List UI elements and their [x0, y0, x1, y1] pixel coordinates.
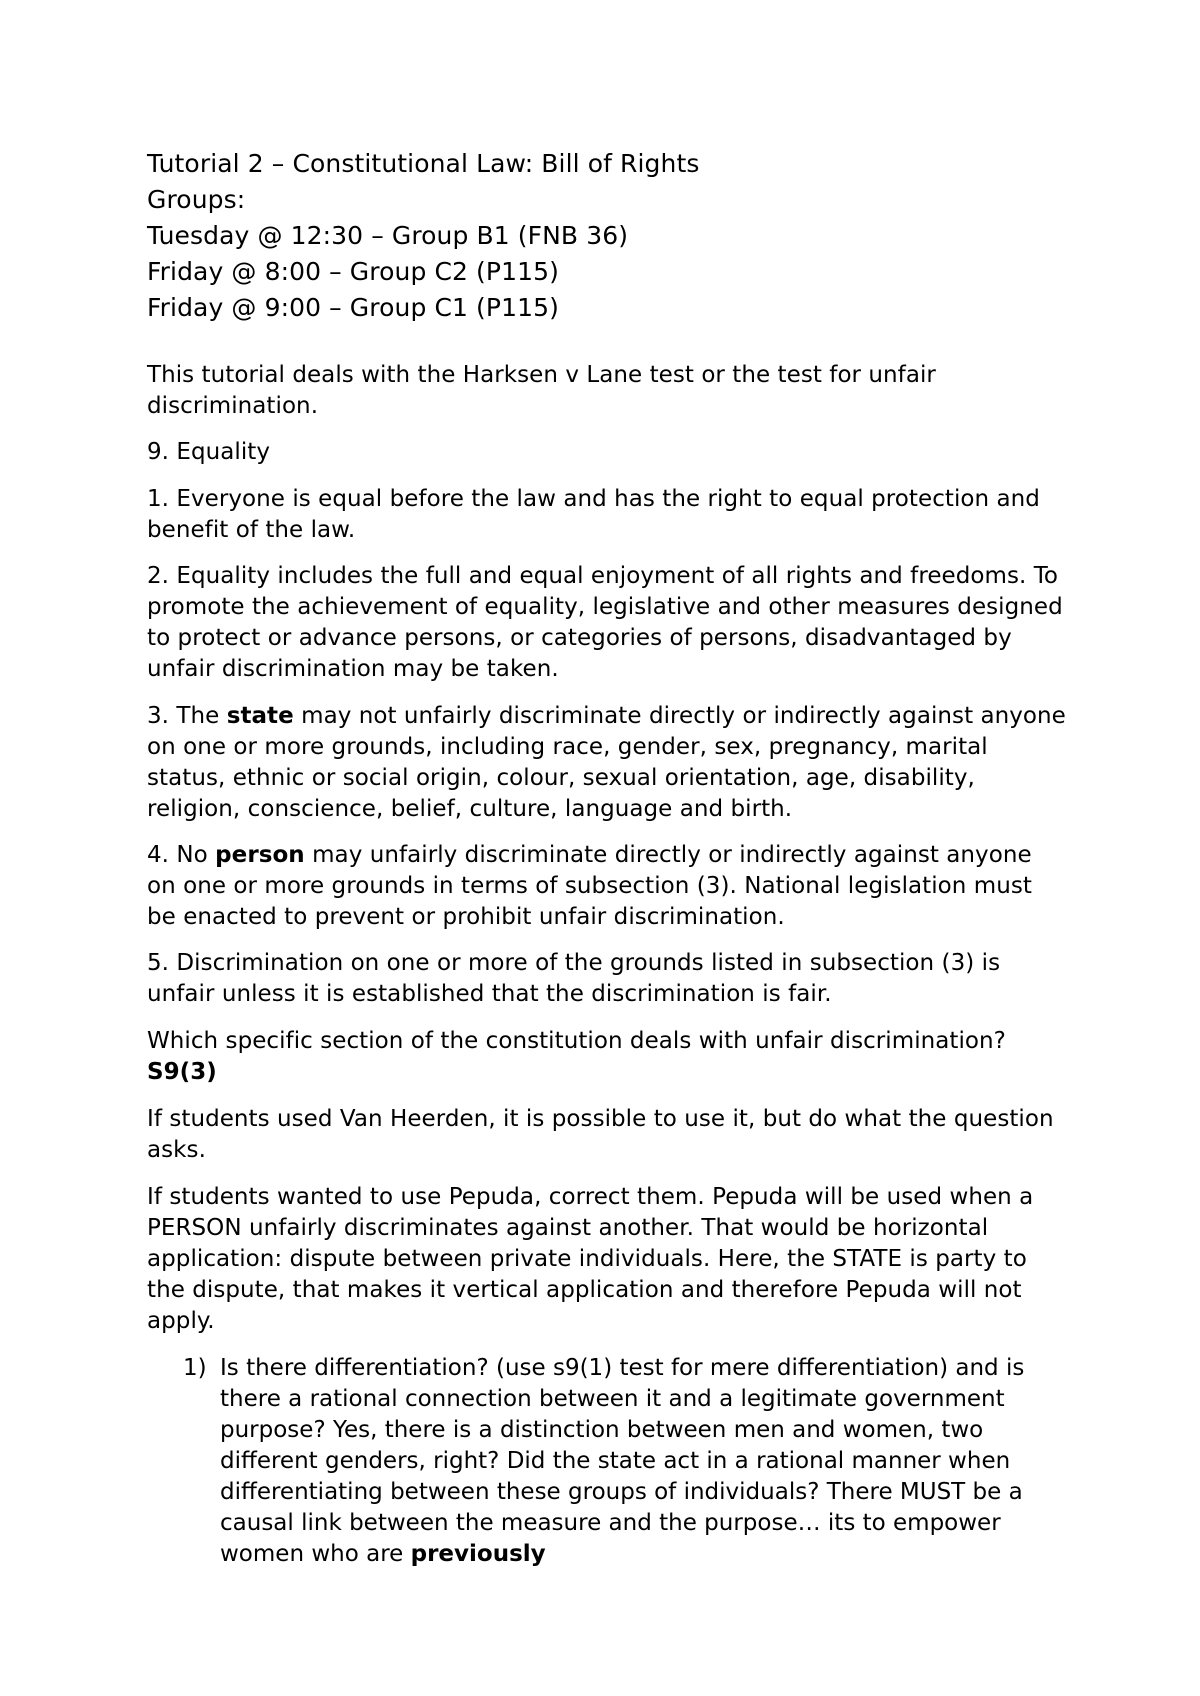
subsection-4 [147, 840, 1067, 933]
group-schedule-2: Friday @ 8:00 – Group C2 (P115) [147, 257, 559, 286]
intro-paragraph: This tutorial deals with the Harksen v Lane test or the test for unfair discrimination. [147, 362, 936, 419]
subsection-1: 1. Everyone is equal before the law and has the right to equal protection and benefit of the law. [147, 486, 1040, 543]
list-item-bold: previously [410, 1541, 546, 1567]
section-heading: 9. Equality [147, 439, 271, 465]
subsection-4-rest: may unfairly discriminate directly or indirectly against anyone on one or more grounds in terms of subsection (3). National legislation must be enacted to prevent or prohibit unfair discrimination. [147, 842, 1032, 930]
group-schedule-3: Friday @ 9:00 – Group C1 (P115) [147, 293, 559, 322]
subsection-3-lead: 3. The [147, 703, 227, 729]
subsection-2: 2. Equality includes the full and equal enjoyment of all rights and freedoms. To promote the achievement of equality, legislative and other measures designed to protect or advance persons, or categories of persons, disadvantaged by unfair discrimination may be taken. [147, 563, 1063, 682]
subsection-3 [147, 701, 1067, 825]
subsection-3-rest: may not unfairly discriminate directly or indirectly against anyone on one or more grounds, including race, gender, sex, pregnancy, marital status, ethnic or social origin, colour, sexual orientation, age, disability, religion, conscience, belief, culture, language and birth. [147, 703, 1066, 822]
subsection-3-bold: state [226, 703, 294, 729]
question-text: Which specific section of the constitution deals with unfair discrimination? [147, 1028, 1006, 1054]
question-paragraph [147, 1026, 1067, 1088]
page-title: Tutorial 2 – Constitutional Law: Bill of Rights [147, 149, 700, 178]
pepuda-note: If students wanted to use Pepuda, correct them. Pepuda will be used when a PERSON unfairly discriminates against another. That would be horizontal application: dispute between private individuals. Here, the STATE is party to the dispute, that makes it vertical application and therefore Pepuda will not apply. [147, 1184, 1034, 1334]
answer-text: S9(3) [147, 1059, 217, 1085]
list-item-number: 1) [183, 1355, 207, 1381]
subsection-4-lead: 4. No [147, 842, 216, 868]
subsection-4-bold: person [215, 842, 305, 868]
groups-label: Groups: [147, 185, 246, 214]
group-schedule-1: Tuesday @ 12:30 – Group B1 (FNB 36) [147, 221, 629, 250]
list-item [183, 1353, 1073, 1570]
van-heerden-note: If students used Van Heerden, it is possible to use it, but do what the question asks. [147, 1106, 1054, 1163]
list-item-body: Is there differentiation? (use s9(1) test for mere differentiation) and is there a rational connection between it and a legitimate government purpose? Yes, there is a distinction between men and women, two different genders, right? Did the state act in a rational manner when differentiating between these groups of individuals? There MUST be a causal link between the measure and the purpose… its to empower women who are [220, 1355, 1025, 1567]
subsection-5: 5. Discrimination on one or more of the grounds listed in subsection (3) is unfair unless it is established that the discrimination is fair. [147, 950, 1001, 1007]
list-item-text [220, 1353, 1073, 1570]
